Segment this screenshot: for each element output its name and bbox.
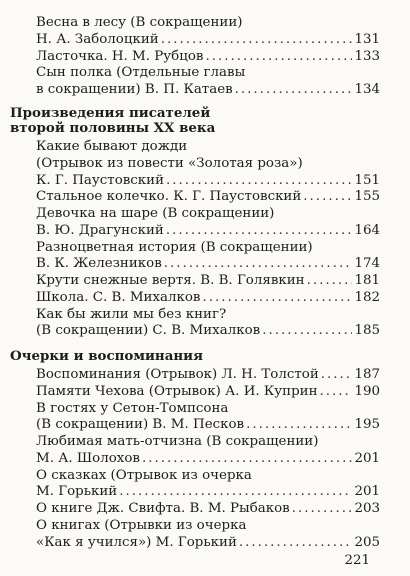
toc-entry [36,450,380,467]
dot-leader [205,48,352,65]
dot-leader [161,31,353,48]
toc-entry-title: Ласточка. Н. М. Рубцов [36,48,204,64]
toc-entry [36,222,380,239]
toc-entry-line: Сын полка (Отдельные главы [36,65,246,81]
toc-entry-title: (В сокращении) С. В. Михалков [36,323,261,339]
toc-entry-line: Как бы жили мы без книг? [36,306,227,322]
toc-entry [36,483,380,500]
toc-page-number: 190 [354,383,380,399]
dot-leader [303,188,352,205]
dot-leader [307,272,353,289]
toc-page-number: 185 [354,323,380,339]
toc-entry [36,81,380,98]
toc-entry-title: Воспоминания (Отрывок) Л. Н. Толстой [36,367,319,383]
toc-entry [36,366,380,383]
section-heading: второй половины XX века [10,119,216,136]
toc-entry [36,416,380,433]
toc-entry [36,172,380,189]
toc-page-number: 155 [354,189,380,205]
toc-entry-title: Памяти Чехова (Отрывок) А. И. Куприн [36,383,318,399]
toc-entry-title: Школа. С. В. Михалков [36,289,201,305]
toc-page-number: 181 [354,273,380,289]
toc-page-number: 205 [354,534,380,550]
dot-leader [119,483,352,500]
toc-page-number: 201 [354,484,380,500]
toc-page-number: 201 [354,450,380,466]
toc-entry-title: В. К. Железников [36,256,162,272]
toc-entry [36,272,380,289]
toc-entry [36,383,380,400]
toc-entry-line: В гостях у Сетон-Томпсона [36,400,229,416]
toc-page-number: 131 [354,31,380,47]
toc-page-number: 133 [354,48,380,64]
dot-leader [246,416,352,433]
section-heading: Очерки и воспоминания [10,347,203,364]
dot-leader [239,534,353,551]
toc-page-number: 164 [354,222,380,238]
toc-page-number: 151 [354,172,380,188]
toc-entry-line: Какие бывают дожди [36,139,188,155]
toc-entry-line: Девочка на шаре (В сокращении) [36,206,275,222]
toc-page-number: 174 [354,256,380,272]
toc-entry-title: О книге Дж. Свифта. В. М. Рыбаков [36,501,290,517]
toc-entry-title: Н. А. Заболоцкий [36,31,159,47]
toc-entry [36,255,380,272]
toc-entry [36,289,380,306]
toc-entry-line: Весна в лесу (В сокращении) [36,15,243,31]
dot-leader [262,322,352,339]
toc-entry-line: О сказках (Отрывок из очерка [36,467,252,483]
toc-entry-title: Крути снежные вертя. В. В. Голявкин [36,273,305,289]
toc-page-number: 203 [354,501,380,517]
toc-entry [36,500,380,517]
toc-entry [36,322,380,339]
toc-entry-line: О книгах (Отрывки из очерка [36,518,247,534]
toc-entry-line: Разноцветная история (В сокращении) [36,239,313,255]
dot-leader [142,450,352,467]
toc-page-number: 195 [354,417,380,433]
toc-entry-title: «Как я учился») М. Горький [36,534,237,550]
toc-entry [36,31,380,48]
toc-page-number: 182 [354,289,380,305]
dot-leader [235,81,353,98]
toc-entry-title: (В сокращении) В. М. Песков [36,417,245,433]
dot-leader [166,222,353,239]
toc-entry-line: (Отрывок из повести «Золотая роза») [36,155,303,171]
toc-entry [36,48,380,65]
toc-page-number: 134 [354,82,380,98]
toc-entry-title: М. А. Шолохов [36,450,140,466]
dot-leader [292,500,353,517]
toc-entry-title: В. Ю. Драгунский [36,222,164,238]
dot-leader [166,172,352,189]
toc-entry-title: в сокращении) В. П. Катаев [36,82,233,98]
toc-entry-title: Стальное колечко. К. Г. Паустовский [36,189,302,205]
toc-page-number: 187 [354,367,380,383]
toc-entry-title: К. Г. Паустовский [36,172,165,188]
dot-leader [320,383,353,400]
dot-leader [164,255,353,272]
toc-entry [36,534,380,551]
page-number: 221 [344,552,370,568]
section-heading: Произведения писателей [10,104,211,121]
dot-leader [202,289,352,306]
dot-leader [321,366,353,383]
toc-entry [36,188,380,205]
toc-entry-line: Любимая мать-отчизна (В сокращении) [36,434,319,450]
toc-entry-title: М. Горький [36,484,118,500]
